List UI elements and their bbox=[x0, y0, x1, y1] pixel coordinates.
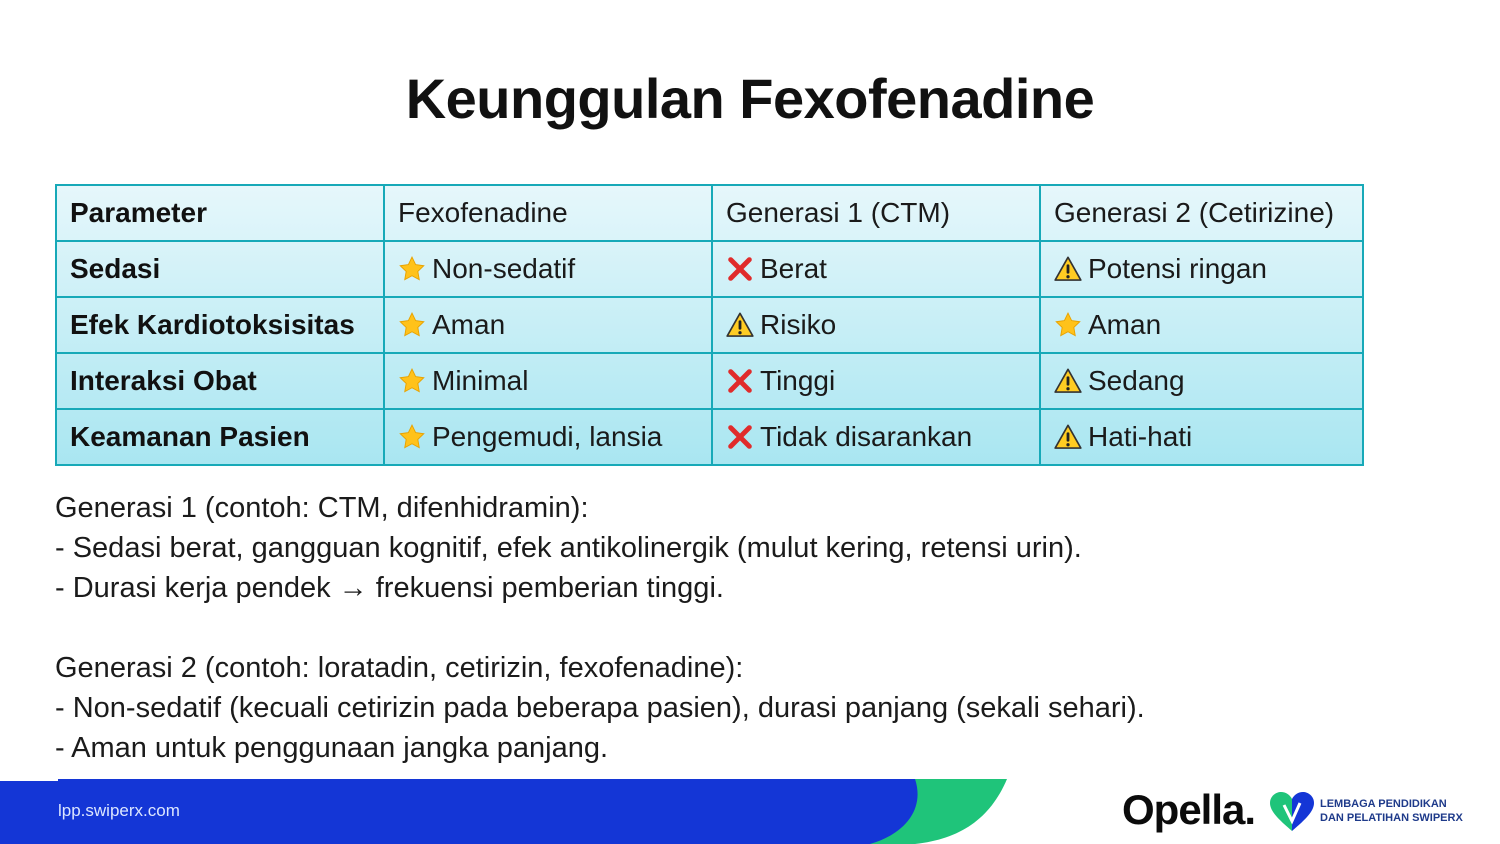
star-icon bbox=[398, 365, 432, 397]
table-cell bbox=[1040, 297, 1363, 353]
org-line-1: LEMBAGA PENDIDIKAN bbox=[1320, 798, 1447, 810]
cell-text: Minimal bbox=[432, 365, 529, 396]
table-cell bbox=[1040, 241, 1363, 297]
note-line bbox=[55, 608, 1475, 648]
table-cell bbox=[712, 241, 1040, 297]
cross-icon bbox=[726, 253, 760, 285]
warning-icon bbox=[726, 309, 760, 341]
table-cell bbox=[384, 353, 712, 409]
cell-text: Non-sedatif bbox=[432, 253, 576, 284]
comparison-table bbox=[55, 184, 1364, 466]
cross-icon bbox=[726, 421, 760, 453]
star-icon bbox=[398, 253, 432, 285]
table-cell bbox=[712, 409, 1040, 465]
warning-icon bbox=[1054, 253, 1088, 285]
cell-text: Aman bbox=[1088, 309, 1162, 340]
row-parameter: Sedasi bbox=[56, 241, 384, 297]
table-row bbox=[56, 297, 1363, 353]
note-line: Generasi 1 (contoh: CTM, difenhidramin): bbox=[55, 492, 589, 524]
warning-icon bbox=[1054, 365, 1088, 397]
cell-text: Aman bbox=[432, 309, 506, 340]
cell-text: Tidak disarankan bbox=[760, 421, 973, 452]
cell-text: Sedang bbox=[1088, 365, 1185, 396]
opella-logo: Opella. bbox=[1122, 786, 1256, 833]
table-cell bbox=[712, 297, 1040, 353]
note-line: - Aman untuk penggunaan jangka panjang. bbox=[55, 732, 609, 764]
table-header-row bbox=[56, 185, 1363, 241]
table-cell bbox=[384, 241, 712, 297]
heart-logo-icon bbox=[1268, 791, 1316, 833]
star-icon bbox=[398, 421, 432, 453]
cell-text: Tinggi bbox=[760, 365, 836, 396]
note-line: - Sedasi berat, gangguan kognitif, efek antikolinergik (mulut kering, retensi urin). bbox=[55, 532, 1082, 564]
cell-text: Pengemudi, lansia bbox=[432, 421, 663, 452]
star-icon bbox=[1054, 309, 1088, 341]
table-cell bbox=[712, 353, 1040, 409]
cell-text: Hati-hati bbox=[1088, 421, 1193, 452]
row-parameter: Interaksi Obat bbox=[56, 353, 384, 409]
cross-icon bbox=[726, 365, 760, 397]
note-line: - Non-sedatif (kecuali cetirizin pada beberapa pasien), durasi panjang (sekali sehari). bbox=[55, 692, 1145, 724]
cell-text: Risiko bbox=[760, 309, 837, 340]
warning-icon bbox=[1054, 421, 1088, 453]
header-generasi-2: Generasi 2 (Cetirizine) bbox=[1040, 185, 1363, 241]
org-line-2: DAN PELATIHAN SWIPERX bbox=[1320, 812, 1463, 824]
row-parameter: Efek Kardiotoksisitas bbox=[56, 297, 384, 353]
table-cell bbox=[384, 297, 712, 353]
header-parameter: Parameter bbox=[56, 185, 384, 241]
table-cell bbox=[384, 409, 712, 465]
header-generasi-1: Generasi 1 (CTM) bbox=[712, 185, 1040, 241]
note-line: Generasi 2 (contoh: loratadin, cetirizin, fexofenadine): bbox=[55, 652, 744, 684]
page-title: Keunggulan Fexofenadine bbox=[405, 67, 1095, 130]
table-cell bbox=[1040, 353, 1363, 409]
row-parameter: Keamanan Pasien bbox=[56, 409, 384, 465]
website-url[interactable]: lpp.swiperx.com bbox=[58, 801, 180, 820]
table-row bbox=[56, 353, 1363, 409]
table-row bbox=[56, 241, 1363, 297]
notes-text bbox=[55, 488, 1475, 768]
cell-text: Potensi ringan bbox=[1088, 253, 1268, 284]
organization-name bbox=[1320, 797, 1463, 825]
table-row bbox=[56, 409, 1363, 465]
table-cell bbox=[1040, 409, 1363, 465]
header-fexofenadine: Fexofenadine bbox=[384, 185, 712, 241]
star-icon bbox=[398, 309, 432, 341]
cell-text: Berat bbox=[760, 253, 827, 284]
note-line: - Durasi kerja pendek → frekuensi pemberian tinggi. bbox=[55, 572, 724, 604]
